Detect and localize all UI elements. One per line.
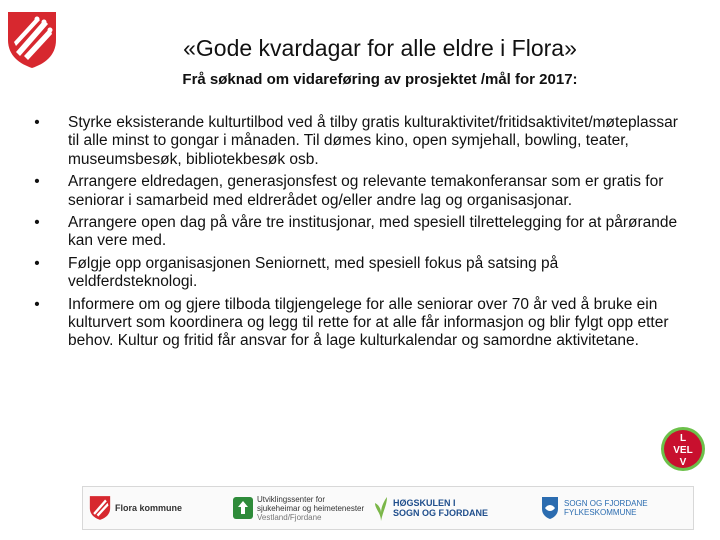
utviklingssenter-line: Vestland/Fjordane xyxy=(257,512,322,522)
fylkeskommune-logo xyxy=(541,493,648,523)
page-title: «Gode kvardagar for alle eldre i Flora» xyxy=(183,35,577,61)
list-item xyxy=(30,173,690,210)
utviklingssenter-text xyxy=(257,495,364,522)
utviklingssenter-logo xyxy=(233,493,364,523)
leaf-icon xyxy=(373,495,389,521)
bullet-icon: • xyxy=(34,254,40,272)
hogskulen-logo xyxy=(373,493,488,523)
fylkeskommune-line: SOGN OG FJORDANE xyxy=(564,499,648,508)
utviklingssenter-line: Utviklingssenter for xyxy=(257,494,326,504)
bullet-icon: • xyxy=(34,295,40,313)
list-item xyxy=(30,296,690,351)
list-item-text: Arrangere eldredagen, generasjonsfest og relevante temakonferansar som er gratis for seniorar i samarbeid med eldrerådet og/eller andre lag og organisasjonar. xyxy=(68,173,664,209)
hogskulen-text xyxy=(393,498,488,518)
bullet-icon: • xyxy=(34,114,40,131)
fylke-shield-icon xyxy=(541,496,559,520)
list-item-text: Arrangere open dag på våre tre institusjonar, med spesiell tilrettelegging for at pårørande kan vere med. xyxy=(68,214,678,250)
goal-list xyxy=(30,114,690,355)
flora-shield-icon xyxy=(89,494,111,522)
bullet-icon: • xyxy=(34,173,40,191)
partner-logos-bar xyxy=(82,486,694,530)
hogskulen-line: HØGSKULEN I xyxy=(393,498,456,508)
utviklingssenter-line: sjukeheimar og heimetenester xyxy=(257,503,365,513)
list-item xyxy=(30,255,690,292)
list-item-text: Styrke eksisterande kulturtilbod ved å tilby gratis kulturaktivitet/fritidsaktivitet/møteplassar til alle minst to gongar i månaden. Til dømes kino, open symjehall, bowling, teater, museumsbesøk, bibliotekbesøk osb. xyxy=(68,114,678,168)
utviklingssenter-icon xyxy=(233,497,253,519)
flora-kommune-label: Flora kommune xyxy=(115,503,183,513)
list-item-text: Følgje opp organisasjonen Seniornett, med spesiell fokus på satsing på veldferdsteknologi. xyxy=(68,254,559,291)
flora-coat-of-arms-icon xyxy=(6,10,58,70)
list-item xyxy=(30,114,690,169)
badge-letter-bottom: V xyxy=(679,457,687,468)
list-item xyxy=(30,214,690,251)
fylkeskommune-text xyxy=(564,499,648,517)
page-subtitle: Frå søknad om vidareføring av prosjektet /mål for 2017: xyxy=(182,71,578,88)
list-item-text: Informere om og gjere tilboda tilgjengelege for alle seniorar over 70 år ved å bruke ein kulturvert som koordinera og legg til rette for at alle får informasjon og blir fylgt opp etter behov. Kultur og fritid får ansvar for å lage kulturkalendar og samordne aktivitetane. xyxy=(68,295,669,350)
hogskulen-line: SOGN OG FJORDANE xyxy=(393,508,489,518)
flora-kommune-logo xyxy=(89,493,182,523)
badge-letter-top: L xyxy=(679,433,687,444)
bullet-icon: • xyxy=(34,214,40,232)
badge-letter-middle: VEL xyxy=(673,445,693,456)
l-vel-v-logo xyxy=(660,426,706,472)
fylkeskommune-line: FYLKESKOMMUNE xyxy=(564,508,637,517)
